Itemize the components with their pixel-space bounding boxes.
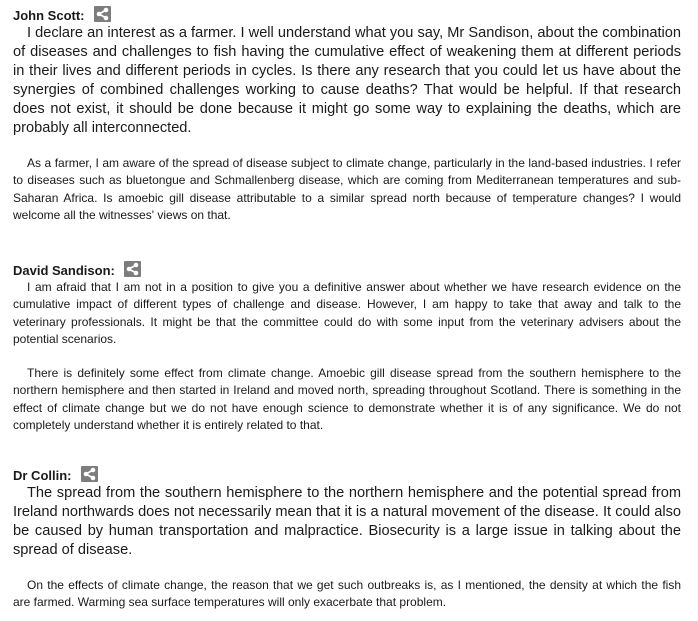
- speech-dr-collin: [13, 466, 681, 612]
- speech-john-scott: [13, 6, 681, 224]
- speaker-name: Dr Collin:: [13, 467, 72, 483]
- share-icon[interactable]: [124, 261, 141, 277]
- speech-paragraph: There is definitely some effect from climate change. Amoebic gill disease spread from the southern hemisphere to the northern hemisphere and then started in Ireland and moved north, spreading throughout Scotland. There is something in the effect of climate change but we do not have enough science to demonstrate whether it is of any significance. We do not completely understand whether it is entirely related to that.: [13, 366, 681, 433]
- speaker-header: [13, 6, 681, 24]
- speech-paragraph: As a farmer, I am aware of the spread of disease subject to climate change, particularly in the land-based industries. I refer to diseases such as bluetongue and Schmallenberg disease, which are coming from Mediterranean temperatures and sub-Saharan Africa. Is amoebic gill disease attributable to a similar spread north because of temperature changes? I would welcome all the witnesses' views on that.: [13, 156, 681, 222]
- speaker-name: David Sandison:: [13, 262, 115, 278]
- speaker-header: [13, 261, 681, 279]
- speech-david-sandison: [13, 261, 681, 434]
- speech-paragraph: On the effects of climate change, the reason that we get such outbreaks is, as I mentioned, the density at which the fish are farmed. Warming sea surface temperatures will only exacerbate that problem.: [13, 578, 681, 610]
- speaker-name: John Scott:: [13, 7, 85, 23]
- speaker-header: [13, 466, 681, 484]
- speech-paragraph: I declare an interest as a farmer. I well understand what you say, Mr Sandison, about the combination of diseases and challenges to fish having the cumulative effect of weakening them at different periods in their lives and different periods in cycles. Is there any research that you could let us have about the synergies of combined challenges working to cause deaths? That would be helpful. If that research does not exist, it should be done because it might go some way to explaining the deaths, which are probably all interconnected.: [13, 25, 681, 136]
- share-icon[interactable]: [94, 6, 111, 22]
- speech-paragraph: I am afraid that I am not in a position to give you a definitive answer about whether we have research evidence on the cumulative impact of different types of challenge and disease. However, I am happy to take that away and talk to the veterinary professionals. It might be that the committee could do with some input from the veterinary advisers about the potential scenarios.: [13, 280, 681, 346]
- speech-paragraph: The spread from the southern hemisphere to the northern hemisphere and the potential spread from Ireland northwards does not necessarily mean that it is a natural movement of the disease. It could also be caused by human transportation and malpractice. Biosecurity is a large issue in talking about the spread of disease.: [13, 485, 681, 558]
- share-icon[interactable]: [81, 466, 98, 482]
